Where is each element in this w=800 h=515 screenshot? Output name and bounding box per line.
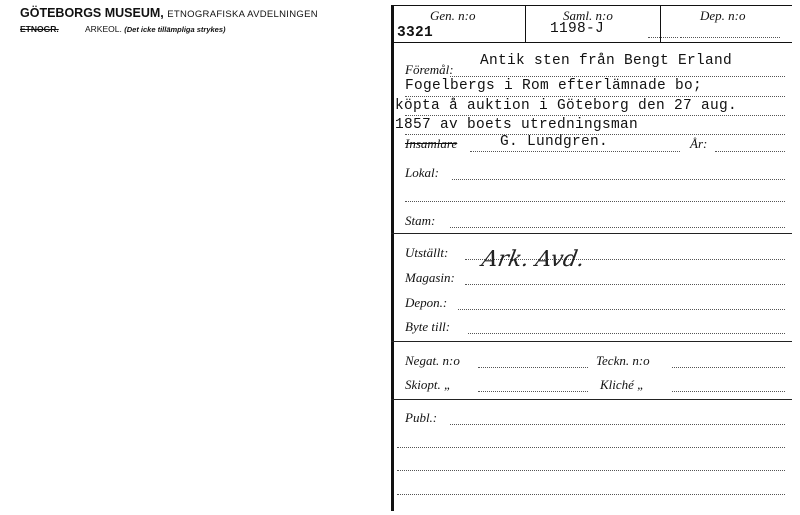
skiopt-label: Skiopt. „ (405, 377, 452, 392)
insamlare-dots (470, 150, 680, 152)
gen-label: Gen. n:o (430, 8, 476, 23)
foremal-dots (405, 95, 785, 97)
publ-dots (450, 423, 785, 425)
saml-dots (648, 36, 678, 38)
lokal-dots (405, 200, 785, 202)
lokal-label: Lokal: (405, 165, 439, 180)
lokal-dots (452, 178, 785, 180)
utstallt-label: Utställt: (405, 245, 449, 260)
foremal-line-4: 1857 av boets utredningsman (395, 117, 639, 133)
depon-label: Depon.: (405, 295, 448, 310)
number-box-bottom (391, 42, 792, 43)
depon-dots (458, 308, 785, 310)
gen-value: 3321 (397, 25, 434, 41)
arkeol-label: ARKEOL. (85, 24, 122, 34)
foremal-line-1: Antik sten från Bengt Erland (480, 53, 733, 69)
saml-value: 1198-J (550, 21, 605, 37)
byte-dots (468, 332, 785, 334)
teckn-dots (672, 366, 785, 368)
number-box-divider (525, 5, 526, 42)
negat-label: Negat. n:o (405, 353, 460, 368)
struck-etnogr: ETNOGR. (20, 24, 59, 34)
ar-label: År: (690, 136, 708, 151)
museum-title (20, 6, 318, 20)
publ-dots (397, 493, 785, 495)
byte-label: Byte till: (405, 319, 451, 334)
section-divider (391, 341, 792, 342)
teckn-label: Teckn. n:o (596, 353, 650, 368)
publ-label: Publ.: (405, 410, 438, 425)
section-divider (391, 399, 792, 400)
stam-dots (450, 226, 785, 228)
foremal-dots (405, 114, 785, 116)
foremal-line-2: Fogelbergs i Rom efterlämnade bo; (405, 78, 703, 94)
kliche-dots (672, 390, 785, 392)
card-top-border (391, 5, 792, 6)
skiopt-dots (478, 390, 588, 392)
magasin-label: Magasin: (405, 270, 455, 285)
stam-label: Stam: (405, 213, 436, 228)
negat-dots (478, 366, 588, 368)
dep-label: Dep. n:o (700, 8, 746, 23)
department-line (20, 24, 59, 34)
insamlare-value: G. Lundgren. (500, 134, 609, 150)
ar-dots (715, 150, 785, 152)
saml-label: Saml. n:o (563, 8, 613, 23)
museum-name: GÖTEBORGS MUSEUM, (20, 6, 164, 20)
department-name: ETNOGRAFISKA AVDELNINGEN (167, 9, 318, 20)
card-left-border (391, 5, 394, 511)
foremal-line-3: köpta å auktion i Göteborg den 27 aug. (395, 98, 738, 114)
magasin-value: Ark. Avd. (479, 247, 587, 272)
publ-dots (397, 446, 785, 448)
foremal-dots (450, 75, 785, 77)
insamlare-label: Insamlare (405, 136, 458, 151)
dep-dots (680, 36, 780, 38)
kliche-label: Kliché „ (600, 377, 645, 392)
publ-dots (397, 469, 785, 471)
instruction-note: (Det icke tillämpliga strykes) (124, 25, 226, 34)
magasin-dots (465, 283, 785, 285)
arkeol-line (85, 24, 226, 34)
foremal-label: Föremål: (405, 62, 454, 77)
section-divider (391, 233, 792, 234)
